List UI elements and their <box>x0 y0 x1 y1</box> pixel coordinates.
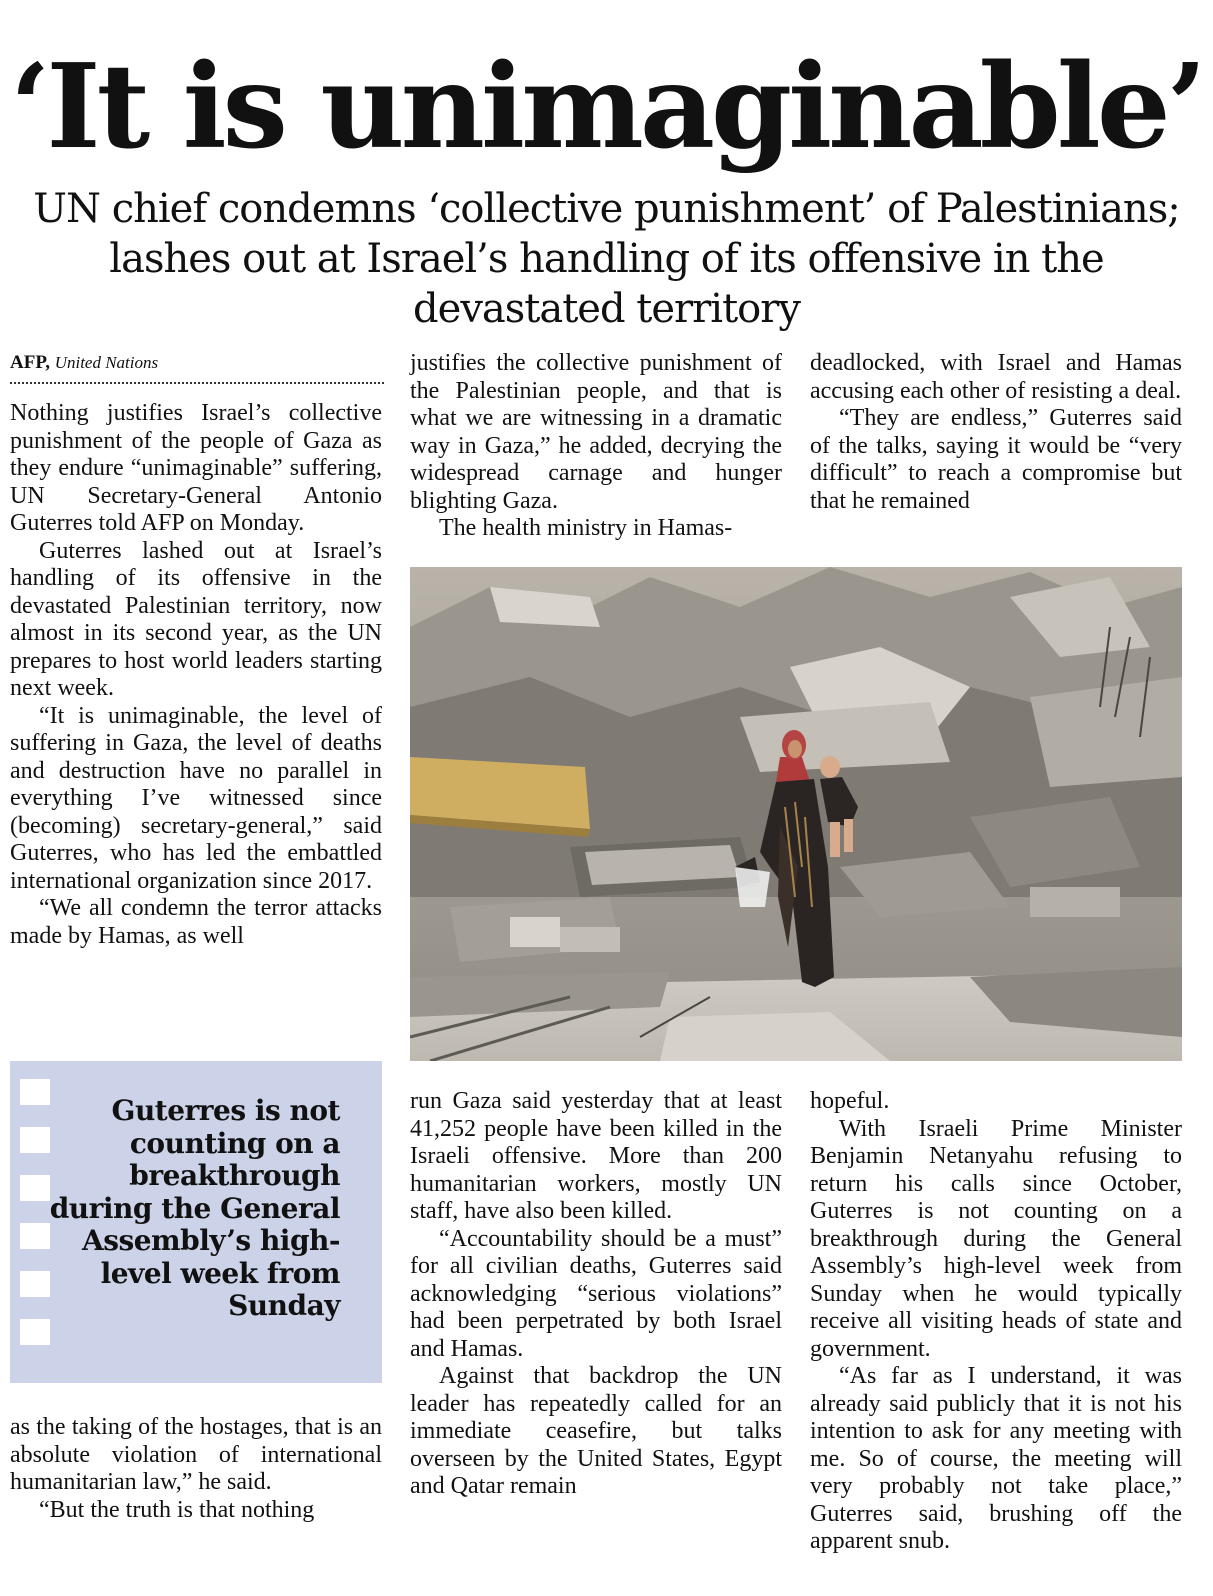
paragraph: Against that backdrop the UN leader has repeatedly called for an immediate ceasefire, but talks overseen by the United States, Egypt and Qatar remain <box>410 1363 782 1499</box>
paragraph: “But the truth is that nothing <box>39 1496 315 1523</box>
paragraph: “It is unimaginable, the level of suffering in Gaza, the level of deaths and destruction have no parallel in everything I’ve witnessed since (becoming) secretary-general,” said Guterres, who has led the embattled international organization since 2017. <box>10 702 382 894</box>
paragraph: With Israeli Prime Minister Benjamin Netanyahu refusing to return his calls since October, Guterres is not counting on a breakthrough during the General Assembly’s high-level week from Sunday when he would typically receive all visiting heads of state and government. <box>810 1115 1182 1362</box>
paragraph: “They are endless,” Guterres said of the talks, saying it would be “very difficult” to reach a compromise but that he remained <box>810 405 1182 514</box>
news-photo <box>410 567 1182 1061</box>
paragraph: run Gaza said yesterday that at least 41,252 people have been killed in the Israeli offensive. More than 200 humanitarian workers, mostly UN staff, have also been killed. <box>410 1088 782 1224</box>
rubble-scene-image <box>410 567 1182 1061</box>
column-3-top <box>810 350 1182 515</box>
paragraph: “We all condemn the terror attacks made by Hamas, as well <box>10 895 382 949</box>
paragraph: The health ministry in Hamas- <box>439 515 733 541</box>
pull-quote-text: Guterres is not counting on a breakthrough during the General Assembly’s high-level week from Sunday <box>49 1094 340 1322</box>
paragraph: as the taking of the hostages, that is an absolute violation of international humanitarian law,” he said. <box>10 1414 382 1495</box>
byline <box>10 352 384 384</box>
headline: ‘It is unimaginable’ <box>9 39 1204 175</box>
column-1-bottom <box>10 1414 382 1524</box>
paragraph: justifies the collective punishment of the Palestinian people, and that is what we are witnessing in a dramatic way in Gaza,” he added, decrying the widespread carnage and hunger blighting Gaza. <box>410 350 782 514</box>
byline-location: United Nations <box>54 353 159 372</box>
subheadline-line: lashes out at Israel’s handling of its offensive in the <box>109 236 1104 282</box>
paragraph: Guterres lashed out at Israel’s handling of its offensive in the devastated Palestinian territory, now almost in its second year, as the UN prepares to host world leaders starting next week. <box>10 537 382 701</box>
subheadline <box>20 184 1193 334</box>
paragraph: deadlocked, with Israel and Hamas accusing each other of resisting a deal. <box>810 350 1182 404</box>
column-1-top <box>10 400 382 950</box>
paragraph: “Accountability should be a must” for all civilian deaths, Guterres said acknowledging “serious violations” had been perpetrated by both Israel and Hamas. <box>410 1225 782 1362</box>
subheadline-line: devastated territory <box>413 286 800 332</box>
column-2-top <box>410 350 782 543</box>
column-2-bottom <box>410 1088 782 1501</box>
paragraph: Nothing justifies Israel’s collective punishment of the people of Gaza as they endure “unimaginable” suffering, UN Secretary-General Antonio Guterres told AFP on Monday. <box>10 400 382 536</box>
subheadline-line: UN chief condemns ‘collective punishment’ of Palestinians; <box>33 186 1180 232</box>
byline-agency: AFP, <box>10 352 50 373</box>
paragraph: hopeful. <box>810 1088 890 1114</box>
paragraph: “As far as I understand, it was already said publicly that it is not his intention to ask for any meeting with me. So of course, the meeting will very probably not take place,” Guterres said, brushing off the apparent snub. <box>810 1363 1182 1554</box>
pull-quote-box <box>10 1061 382 1383</box>
column-3-bottom <box>810 1088 1182 1556</box>
